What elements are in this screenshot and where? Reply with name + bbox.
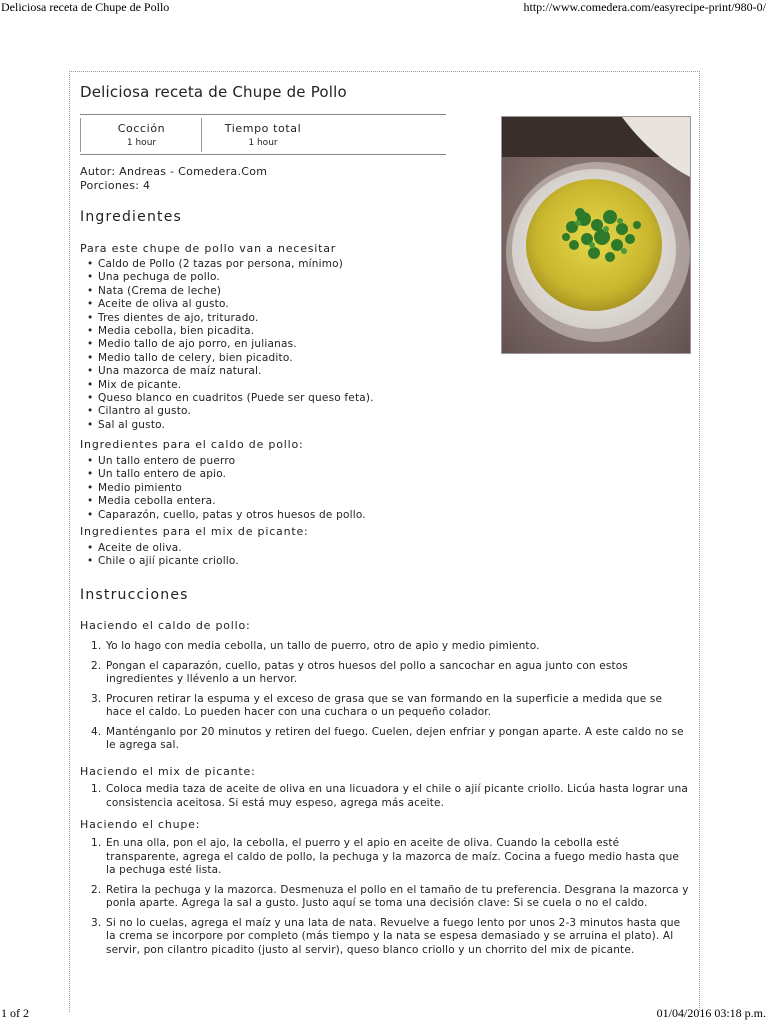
recipe-servings: Porciones: 4 [80, 179, 151, 192]
ingredient-item: • Medio tallo de ajo porro, en julianas. [80, 338, 374, 351]
ingredient-item: • Aceite de oliva. [80, 542, 239, 555]
instruction-step: 2. Retira la pechuga y la mazorca. Desmenuza el pollo en el tamaño de tu preferencia. Desgrana la mazorca y ponla aparte. Agrega la sal a gusto. Justo aquí se toma una decisión clave: Si se cuela o no el caldo. [91, 883, 689, 909]
soup-bowl-image [502, 117, 690, 353]
print-header-url[interactable]: http://www.comedera.com/easyrecipe-print/980-0/ [523, 0, 766, 14]
print-header-title: Deliciosa receta de Chupe de Pollo [1, 0, 170, 14]
ingredient-item: • Caparazón, cuello, patas y otros huesos de pollo. [80, 509, 366, 522]
ingredient-item: • Un tallo entero de puerro [80, 455, 366, 468]
ingredient-list [80, 542, 239, 569]
ingredient-item: • Media cebolla entera. [80, 495, 366, 508]
ingredient-item: • Tres dientes de ajo, triturado. [80, 312, 374, 325]
ingredient-item: • Una mazorca de maíz natural. [80, 365, 374, 378]
ingredient-list [80, 455, 366, 522]
recipe-photo [501, 116, 691, 354]
ingredient-item: • Medio tallo de celery, bien picadito. [80, 352, 374, 365]
instruction-step: 4. Manténganlo por 20 minutos y retiren del fuego. Cuelen, dejen enfriar y pongan aparte. A este caldo no se le agrega sal. [91, 725, 684, 751]
ingredient-item: • Caldo de Pollo (2 tazas por persona, mínimo) [80, 258, 374, 271]
ingredient-item: • Una pechuga de pollo. [80, 271, 374, 284]
instruction-step: 3. Si no lo cuelas, agrega el maíz y una lata de nata. Revuelve a fuego lento por unos 2-3 minutos hasta que la crema se incorpore por completo (más tiempo y la nata se espesa demasiado y se arruina el plato). Al servir, pon cilantro picadito (justo al servir), queso blanco criollo y un chorrito del mix de picante. [91, 916, 681, 956]
recipe-author: Autor: Andreas - Comedera.Com [80, 165, 268, 178]
ingredient-item: • Cilantro al gusto. [80, 405, 374, 418]
total-time-label: Tiempo total [224, 122, 302, 135]
instruction-step: 3. Procuren retirar la espuma y el exceso de grasa que se van formando en la superficie a medida que se hace el caldo. Lo pueden hacer con una cuchara o un pequeño colador. [91, 692, 663, 718]
instruction-step: 1. Yo lo hago con media cebolla, un tallo de puerro, otro de apio y medio pimiento. [91, 640, 540, 652]
instructions-heading: Instrucciones [80, 587, 189, 603]
ingredient-item: • Un tallo entero de apio. [80, 468, 366, 481]
print-header [0, 0, 768, 16]
instruction-list [80, 837, 690, 963]
recipe-meta [80, 165, 267, 193]
instruction-group-title: Haciendo el caldo de pollo: [80, 619, 251, 632]
instruction-list [80, 783, 690, 816]
ingredient-group-title: Para este chupe de pollo van a necesitar [80, 242, 337, 255]
ingredient-item: • Media cebolla, bien picadita. [80, 325, 374, 338]
cook-time [80, 118, 202, 152]
ingredient-item: • Mix de picante. [80, 379, 374, 392]
recipe-times [80, 118, 446, 152]
ingredient-item: • Aceite de oliva al gusto. [80, 298, 374, 311]
recipe-title: Deliciosa receta de Chupe de Pollo [80, 83, 347, 101]
instruction-step: 1. En una olla, pon el ajo, la cebolla, el puerro y el apio en aceite de oliva. Cuando la cebolla esté transparente, agrega el caldo de pollo, la pechuga y la mazorca de maíz. Cocina a fuego medio hasta que la pechuga esté lista. [91, 837, 680, 876]
ingredient-item: • Sal al gusto. [80, 419, 374, 432]
print-datetime: 01/04/2016 03:18 p.m. [656, 1006, 766, 1020]
instruction-group-title: Haciendo el chupe: [80, 818, 201, 831]
ingredient-item: • Chile o ajií picante criollo. [80, 555, 239, 568]
instruction-group-title: Haciendo el mix de picante: [80, 765, 256, 778]
instruction-list [80, 640, 690, 759]
ingredient-list [80, 258, 374, 432]
ingredient-item: • Queso blanco en cuadritos (Puede ser queso feta). [80, 392, 374, 405]
ingredient-item: • Nata (Crema de leche) [80, 285, 374, 298]
instruction-step: 2. Pongan el caparazón, cuello, patas y otros huesos del pollo a sancochar en agua junto con estos ingredientes y llévenlo a un hervor. [91, 659, 628, 685]
cook-time-label: Cocción [117, 122, 166, 135]
total-time-value: 1 hour [248, 138, 278, 148]
print-footer [0, 1006, 768, 1024]
times-top-rule [80, 114, 446, 115]
ingredients-heading: Ingredientes [80, 209, 183, 225]
page-number: 1 of 2 [1, 1006, 29, 1020]
ingredient-group-title: Ingredientes para el mix de picante: [80, 525, 309, 538]
cook-time-value: 1 hour [126, 138, 157, 148]
total-time [201, 118, 324, 152]
ingredient-group-title: Ingredientes para el caldo de pollo: [80, 438, 304, 451]
ingredient-item: • Medio pimiento [80, 482, 366, 495]
times-bottom-rule [80, 154, 446, 155]
instruction-step: 1. Coloca media taza de aceite de oliva en una licuadora y el chile o ajií picante criollo. Licúa hasta lograr una consistencia aceitosa. Si está muy espeso, agrega más aceite. [91, 783, 688, 809]
